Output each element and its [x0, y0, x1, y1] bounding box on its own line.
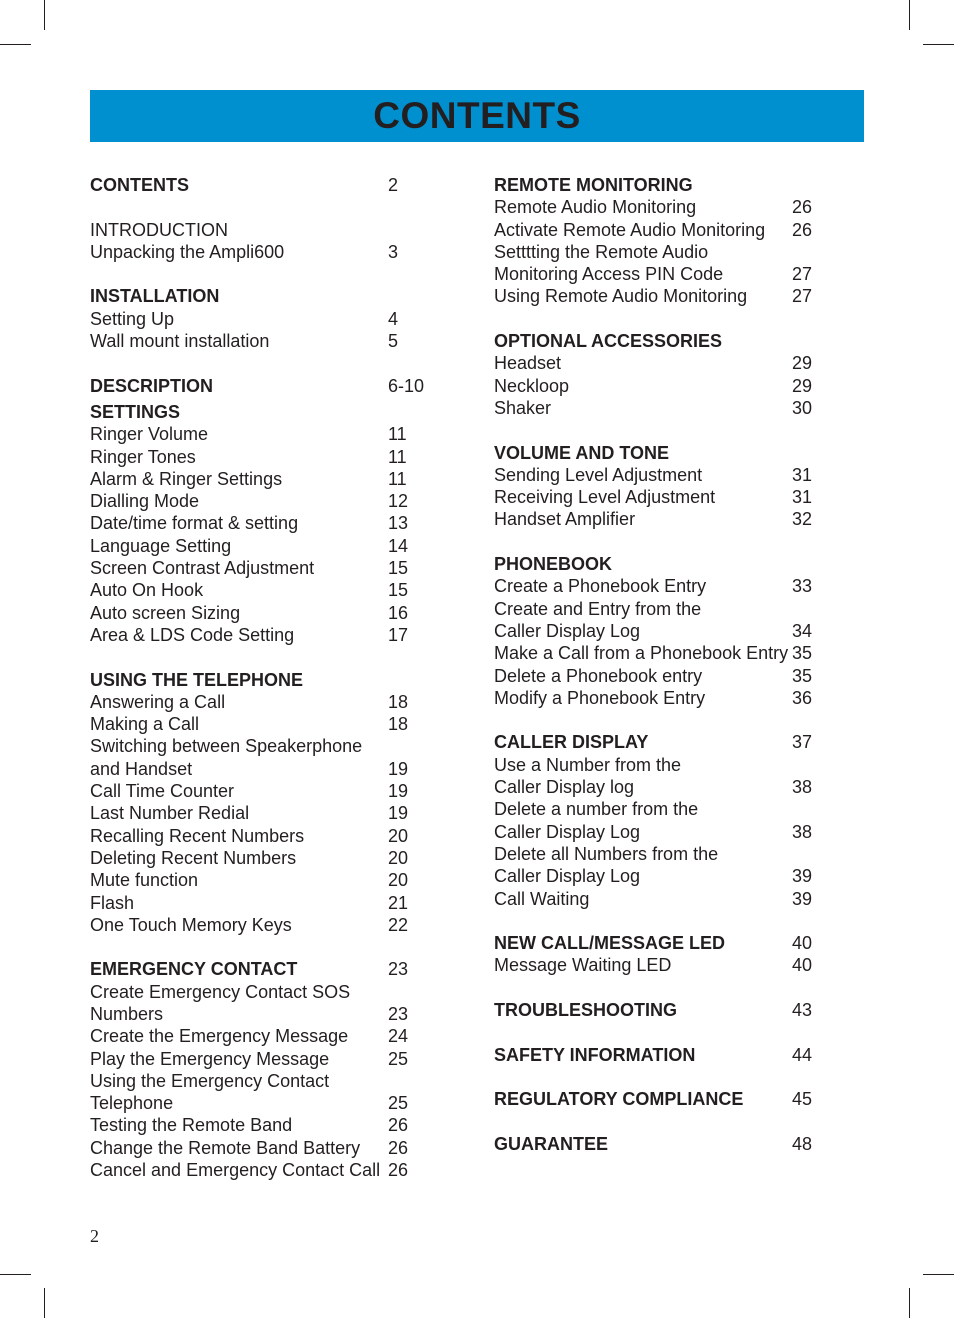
toc-entry: [90, 713, 430, 735]
toc-entry: [90, 330, 430, 352]
toc-section: [494, 442, 824, 531]
toc-page-number: 6-10: [388, 375, 425, 396]
toc-entry: [90, 1114, 430, 1136]
toc-page-number: 5: [388, 331, 399, 352]
toc-page-number: 21: [388, 892, 409, 913]
toc-heading: [494, 731, 824, 753]
toc-left-column: [90, 174, 430, 1204]
toc-entry: [494, 865, 824, 887]
toc-page-number: 40: [792, 955, 813, 976]
toc-entry-title: Remote Audio Monitoring: [494, 197, 697, 218]
toc-entry-title: USING THE TELEPHONE: [90, 669, 304, 690]
toc-entry-title: Dialling Mode: [90, 491, 200, 512]
toc-entry: [494, 954, 824, 976]
toc-entry: [90, 308, 430, 330]
toc-entry: [494, 598, 824, 620]
toc-entry: [90, 691, 430, 713]
toc-page-number: 27: [792, 264, 813, 285]
toc-page-number: 26: [388, 1115, 409, 1136]
toc-entry-title: Shaker: [494, 397, 552, 418]
toc-entry: [494, 285, 824, 307]
toc-section: [494, 1044, 824, 1066]
toc-entry-title: Using Remote Audio Monitoring: [494, 286, 748, 307]
toc-page-number: 45: [792, 1089, 813, 1110]
toc-entry: [90, 219, 430, 241]
toc-page-number: 26: [792, 197, 813, 218]
toc-entry: [90, 1137, 430, 1159]
toc-entry-title: One Touch Memory Keys: [90, 914, 292, 935]
toc-page-number: 15: [388, 558, 409, 579]
toc-entry: [90, 423, 430, 445]
page-title: CONTENTS: [373, 95, 581, 136]
toc-entry: [90, 802, 430, 824]
toc-entry-title: Deleting Recent Numbers: [90, 847, 297, 868]
toc-entry: [90, 825, 430, 847]
toc-entry: [494, 219, 824, 241]
toc-page-number: 27: [792, 286, 813, 307]
toc-entry: [90, 914, 430, 936]
toc-page-number: 11: [388, 424, 407, 445]
toc-entry-title: Create Emergency Contact SOS: [90, 981, 351, 1002]
toc-entry: [494, 754, 824, 776]
toc-section: [494, 731, 824, 909]
toc-entry: [494, 575, 824, 597]
toc-section: [90, 669, 430, 937]
toc-entry: [90, 1159, 430, 1181]
toc-entry-title: Delete all Numbers from the: [494, 843, 719, 864]
toc-page-number: 26: [792, 219, 813, 240]
toc-entry: [90, 869, 430, 891]
toc-page-number: 26: [388, 1137, 409, 1158]
toc-entry-title: and Handset: [90, 758, 193, 779]
toc-entry: [90, 602, 430, 624]
toc-page-number: 29: [792, 375, 813, 396]
toc-page-number: 23: [388, 959, 409, 980]
toc-page-number: 13: [388, 513, 409, 534]
toc-heading: [494, 330, 824, 352]
toc-heading: [90, 375, 430, 397]
toc-page-number: 20: [388, 847, 409, 868]
toc-page-number: 32: [792, 509, 813, 530]
toc-entry-title: Recalling Recent Numbers: [90, 825, 305, 846]
toc-entry: [494, 397, 824, 419]
toc-heading: [494, 1088, 824, 1110]
toc-page-number: 26: [388, 1160, 409, 1181]
contents-banner: [90, 90, 864, 142]
toc-entry: [494, 665, 824, 687]
toc-entry-title: Ringer Tones: [90, 446, 196, 467]
toc-page-number: 19: [388, 758, 409, 779]
toc-entry-title: REMOTE MONITORING: [494, 175, 693, 195]
toc-page-number: 12: [388, 491, 409, 512]
toc-entry-title: Wall mount installation: [90, 331, 270, 352]
toc-page-number: 33: [792, 576, 813, 597]
toc-entry: [90, 892, 430, 914]
toc-entry: [90, 1025, 430, 1047]
toc-page-number: 39: [792, 866, 813, 887]
toc-entry-title: Alarm & Ringer Settings: [90, 468, 283, 489]
crop-mark: [44, 1288, 45, 1318]
toc-entry-title: Create and Entry from the: [494, 598, 702, 619]
toc-entry-title: Answering a Call: [90, 691, 226, 712]
toc-entry-title: TROUBLESHOOTING: [494, 999, 677, 1020]
crop-mark: [909, 0, 910, 30]
toc-entry: [90, 780, 430, 802]
toc-heading: [494, 174, 824, 196]
toc-entry-title: Caller Display Log: [494, 866, 641, 887]
toc-section: [494, 932, 824, 977]
toc-page-number: 14: [388, 535, 409, 556]
toc-heading: [90, 285, 430, 307]
toc-entry-title: Auto On Hook: [90, 580, 204, 601]
toc-page-number: 20: [388, 825, 409, 846]
toc-entry: [90, 735, 430, 757]
toc-section: [494, 999, 824, 1021]
toc-entry: [494, 888, 824, 910]
toc-entry-title: DESCRIPTION: [90, 375, 214, 396]
toc-page-number: 24: [388, 1026, 409, 1047]
toc-entry-title: Call Waiting: [494, 888, 590, 909]
toc-entry-title: Modify a Phonebook Entry: [494, 687, 706, 708]
toc-entry-title: Ringer Volume: [90, 424, 209, 445]
toc-page-number: 25: [388, 1048, 409, 1069]
toc-entry-title: Using the Emergency Contact: [90, 1070, 330, 1091]
toc-page-number: 38: [792, 777, 813, 798]
toc-entry-title: Activate Remote Audio Monitoring: [494, 219, 766, 240]
toc-entry-title: Caller Display Log: [494, 620, 641, 641]
toc-section: [494, 1133, 824, 1155]
toc-entry-title: Change the Remote Band Battery: [90, 1137, 361, 1158]
toc-page-number: 4: [388, 308, 399, 329]
crop-mark: [923, 44, 954, 45]
toc-page-number: 18: [388, 691, 409, 712]
toc-heading: [90, 669, 430, 691]
toc-section: [90, 285, 430, 352]
toc-page-number: 31: [792, 487, 813, 508]
toc-entry: [90, 1092, 430, 1114]
toc-entry-title: REGULATORY COMPLIANCE: [494, 1089, 744, 1110]
toc-section: [90, 401, 430, 646]
toc-section: [90, 219, 430, 264]
toc-entry-title: Play the Emergency Message: [90, 1048, 330, 1069]
toc-section: [494, 330, 824, 419]
toc-heading: [90, 401, 430, 423]
toc-entry-title: SAFETY INFORMATION: [494, 1044, 696, 1065]
toc-page-number: 23: [388, 1003, 409, 1024]
toc-entry-title: Last Number Redial: [90, 803, 250, 824]
toc-entry: [494, 798, 824, 820]
toc-entry: [90, 241, 430, 263]
toc-entry-title: Create the Emergency Message: [90, 1026, 349, 1047]
toc-entry: [90, 1003, 430, 1025]
toc-entry-title: INSTALLATION: [90, 286, 220, 307]
toc-entry-title: Use a Number from the: [494, 754, 682, 775]
toc-entry: [494, 821, 824, 843]
toc-entry: [90, 1048, 430, 1070]
toc-entry-title: Language Setting: [90, 535, 232, 556]
toc-entry-title: Monitoring Access PIN Code: [494, 264, 724, 285]
toc-entry-title: Area & LDS Code Setting: [90, 624, 295, 645]
toc-entry: [90, 847, 430, 869]
toc-entry-title: Auto screen Sizing: [90, 602, 241, 623]
toc-entry: [90, 557, 430, 579]
toc-entry: [494, 843, 824, 865]
toc-entry-title: NEW CALL/MESSAGE LED: [494, 933, 726, 954]
toc-heading: [494, 442, 824, 464]
toc-entry: [494, 241, 824, 263]
toc-entry-title: Headset: [494, 353, 562, 374]
toc-entry-title: Message Waiting LED: [494, 955, 672, 976]
toc-entry-title: Telephone: [90, 1093, 174, 1114]
crop-mark: [0, 1274, 31, 1275]
toc-entry-title: PHONEBOOK: [494, 554, 613, 575]
toc-page-number: 35: [792, 665, 813, 686]
toc-entry-title: INTRODUCTION: [90, 219, 228, 240]
toc-page-number: 19: [388, 803, 409, 824]
toc-entry-title: SETTINGS: [90, 401, 181, 422]
toc-entry-title: Flash: [90, 892, 135, 913]
toc-entry: [90, 446, 430, 468]
toc-entry: [90, 579, 430, 601]
toc-entry-title: EMERGENCY CONTACT: [90, 959, 298, 980]
toc-heading: [494, 1044, 824, 1066]
toc-section: [494, 1088, 824, 1110]
toc-page-number: 20: [388, 870, 409, 891]
toc-entry-title: CALLER DISPLAY: [494, 732, 649, 753]
toc-page-number: 11: [388, 446, 407, 467]
crop-mark: [909, 1288, 910, 1318]
toc-entry-title: Date/time format & setting: [90, 513, 299, 534]
toc-entry-title: Numbers: [90, 1003, 164, 1024]
toc-entry-title: Sending Level Adjustment: [494, 464, 703, 485]
toc-page-number: 3: [388, 241, 399, 262]
toc-section: [494, 553, 824, 709]
toc-entry-title: Caller Display Log: [494, 821, 641, 842]
toc-heading: [494, 932, 824, 954]
toc-entry: [494, 352, 824, 374]
crop-mark: [923, 1274, 954, 1275]
toc-heading: [90, 174, 430, 196]
toc-entry-title: CONTENTS: [90, 175, 189, 195]
toc-page-number: 38: [792, 821, 813, 842]
toc-page-number: 36: [792, 687, 813, 708]
toc-entry: [494, 620, 824, 642]
toc-entry: [494, 776, 824, 798]
toc-page-number: 39: [792, 888, 813, 909]
toc-entry: [494, 375, 824, 397]
toc-page-number: 22: [388, 914, 409, 935]
toc-page-number: 29: [792, 353, 813, 374]
toc-entry-title: Call Time Counter: [90, 781, 235, 802]
toc-heading: [494, 999, 824, 1021]
toc-entry: [90, 512, 430, 534]
toc-entry: [90, 490, 430, 512]
toc-heading: [90, 958, 430, 980]
toc-section: [90, 375, 430, 397]
toc-page-number: 2: [388, 175, 399, 195]
toc-entry-title: Cancel and Emergency Contact Call: [90, 1160, 381, 1181]
toc-page-number: 43: [792, 999, 813, 1020]
toc-section: [90, 958, 430, 1181]
toc-entry-title: Caller Display log: [494, 777, 635, 798]
toc-page-number: 31: [792, 464, 813, 485]
toc-entry: [494, 196, 824, 218]
toc-entry-title: Neckloop: [494, 375, 570, 396]
toc-entry: [494, 508, 824, 530]
toc-entry-title: Testing the Remote Band: [90, 1115, 293, 1136]
toc-section: [90, 174, 430, 196]
toc-entry-title: Delete a number from the: [494, 799, 699, 820]
toc-heading: [494, 553, 824, 575]
toc-entry-title: Switching between Speakerphone: [90, 736, 363, 757]
toc-page-number: 44: [792, 1044, 813, 1065]
toc-entry: [494, 263, 824, 285]
toc-entry-title: Receiving Level Adjustment: [494, 487, 716, 508]
toc-page-number: 48: [792, 1133, 813, 1154]
crop-mark: [0, 44, 31, 45]
toc-page-number: 11: [388, 468, 407, 489]
toc-page-number: 19: [388, 781, 409, 802]
toc-entry-title: Unpacking the Ampli600: [90, 241, 285, 262]
toc-entry: [494, 486, 824, 508]
toc-entry: [494, 464, 824, 486]
toc-page-number: 37: [792, 732, 813, 753]
toc-entry: [90, 758, 430, 780]
toc-page-number: 17: [388, 624, 409, 645]
toc-entry-title: GUARANTEE: [494, 1133, 609, 1154]
toc-page-number: 30: [792, 397, 813, 418]
toc-entry-title: VOLUME AND TONE: [494, 442, 670, 463]
toc-entry-title: Handset Amplifier: [494, 509, 636, 530]
toc-heading: [494, 1133, 824, 1155]
toc-entry-title: Setttting the Remote Audio: [494, 241, 709, 262]
toc-entry: [494, 642, 824, 664]
toc-page-number: 18: [388, 714, 409, 735]
crop-mark: [44, 0, 45, 30]
toc-section: [494, 174, 824, 308]
toc-entry-title: OPTIONAL ACCESSORIES: [494, 331, 723, 352]
toc-entry-title: Setting Up: [90, 308, 175, 329]
toc-page-number: 35: [792, 643, 813, 664]
toc-page-number: 25: [388, 1093, 409, 1114]
toc-entry: [494, 687, 824, 709]
toc-entry-title: Making a Call: [90, 714, 200, 735]
toc-entry: [90, 1070, 430, 1092]
toc-entry-title: Screen Contrast Adjustment: [90, 558, 315, 579]
toc-page-number: 40: [792, 933, 813, 954]
toc-entry: [90, 981, 430, 1003]
toc-page-number: 15: [388, 580, 409, 601]
toc-page-number: 16: [388, 602, 409, 623]
page-number: 2: [90, 1226, 99, 1246]
toc-entry-title: Make a Call from a Phonebook Entry: [494, 643, 789, 664]
toc-entry-title: Delete a Phonebook entry: [494, 665, 703, 686]
toc-entry: [90, 468, 430, 490]
toc-entry: [90, 535, 430, 557]
toc-page-number: 34: [792, 620, 813, 641]
toc-right-column: [494, 174, 824, 1177]
toc-entry-title: Create a Phonebook Entry: [494, 576, 707, 597]
toc-entry: [90, 624, 430, 646]
toc-entry-title: Mute function: [90, 870, 199, 891]
